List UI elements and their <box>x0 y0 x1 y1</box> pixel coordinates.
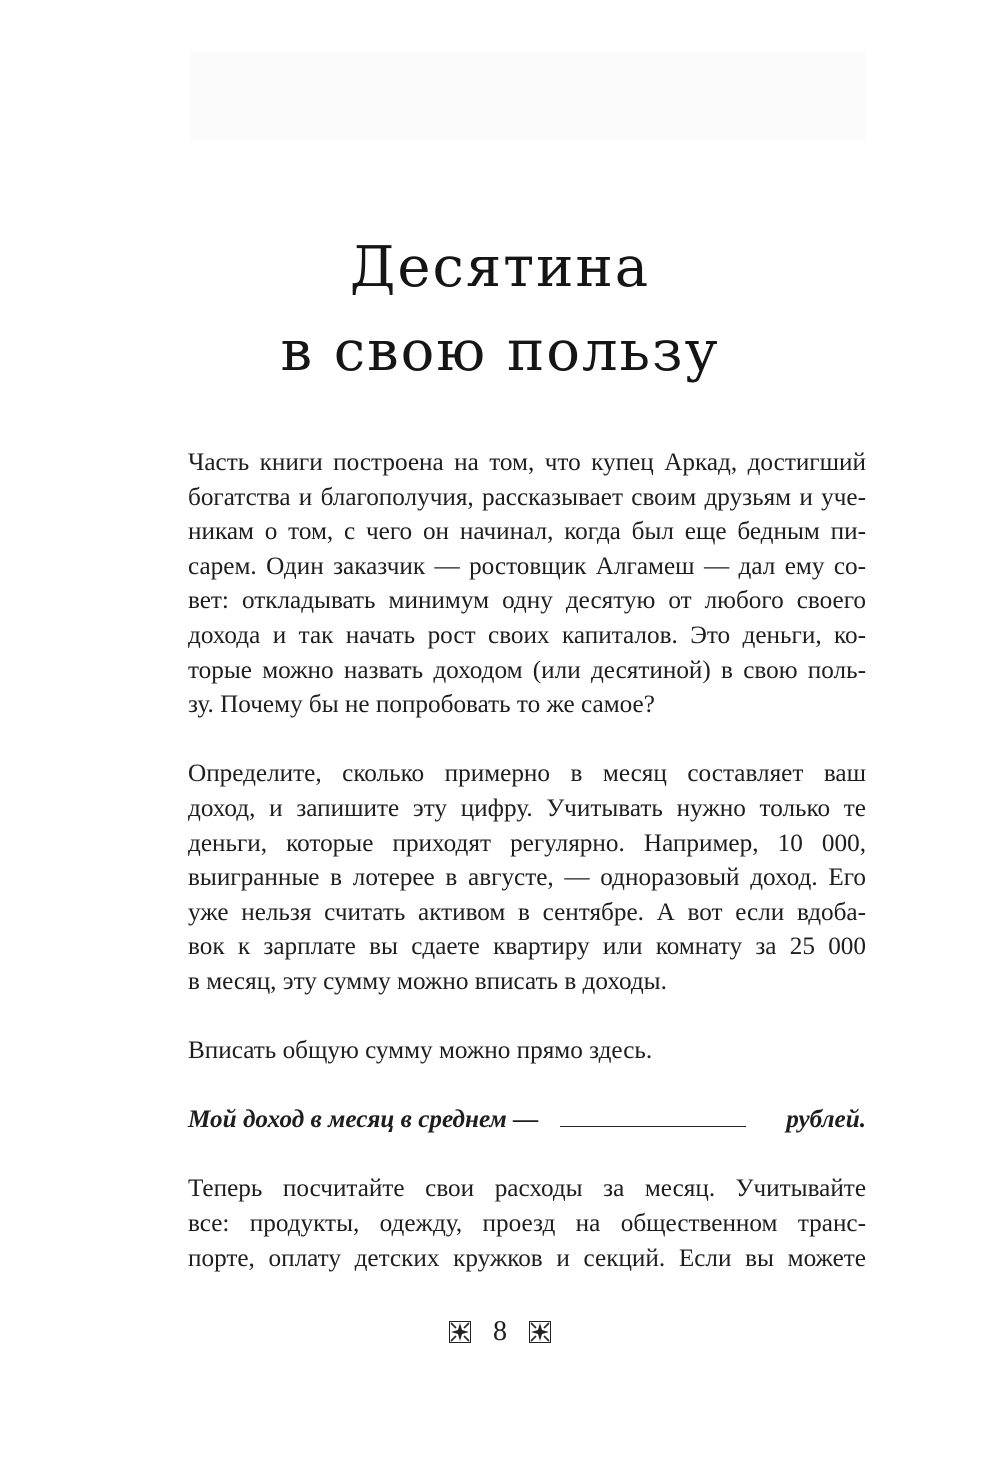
text-line: выигранные в лотерее в августе, — одноразовый доход. Его <box>188 864 866 892</box>
text-line: доход, и запишите эту цифру. Учитывать нужно только те <box>188 794 866 822</box>
income-fill-in <box>188 1103 866 1138</box>
paragraph-2 <box>188 757 866 999</box>
header-band <box>190 52 866 140</box>
text-line: вок к зарплате вы сдаете квартиру или комнату за 25 000 <box>188 933 866 961</box>
text-line: порте, оплату детских кружков и секций. Если вы можете <box>188 1244 866 1272</box>
text-line: Определите, сколько примерно в месяц составляет ваш <box>188 760 866 788</box>
income-fill-in-suffix: рублей. <box>786 1106 866 1134</box>
text-line: сарем. Один заказчик — ростовщик Алгамеш — дал ему со- <box>188 552 866 580</box>
text-line: Часть книги построена на том, что купец Аркад, достигший <box>188 449 866 476</box>
page-number: 8 <box>493 1316 507 1347</box>
text-line: вет: откладывать минимум одну десятую от любого своего <box>188 587 866 615</box>
chapter-title <box>0 226 1000 394</box>
page-footer <box>0 1316 1000 1348</box>
paragraph-4 <box>188 1172 866 1276</box>
text-line: деньги, которые приходят регулярно. Например, 10 000, <box>188 829 866 857</box>
cross-ornament-icon <box>449 1321 471 1343</box>
body-text <box>188 446 866 1311</box>
income-blank-line[interactable] <box>560 1106 746 1127</box>
paragraph-1 <box>188 446 866 723</box>
text-line: дохода и так начать рост своих капиталов. Это деньги, ко- <box>188 621 866 649</box>
income-fill-in-prefix: Мой доход в месяц в среднем — <box>188 1106 539 1134</box>
text-line: зу. Почему бы не попробовать то же самое? <box>188 691 655 719</box>
text-line: Вписать общую сумму можно прямо здесь. <box>188 1037 653 1065</box>
cross-ornament-icon <box>529 1321 551 1343</box>
chapter-title-line-2: в свою пользу <box>280 318 720 384</box>
text-line: все: продукты, одежду, проезд на общественном транс- <box>188 1210 866 1238</box>
paragraph-3 <box>188 1034 866 1069</box>
chapter-title-line-1: Десятина <box>349 234 651 300</box>
text-line: уже нельзя считать активом в сентябре. А вот если вдоба- <box>188 898 866 926</box>
text-line: никам о том, с чего он начинал, когда был еще бедным пи- <box>188 518 866 546</box>
text-line: торые можно назвать доходом (или десятиной) в свою поль- <box>188 656 866 684</box>
text-line: в месяц, эту сумму можно вписать в доходы. <box>188 967 667 995</box>
text-line: Теперь посчитайте свои расходы за месяц. Учитывайте <box>188 1175 866 1203</box>
text-line: богатства и благополучия, рассказывает своим друзьям и уче- <box>188 483 866 511</box>
